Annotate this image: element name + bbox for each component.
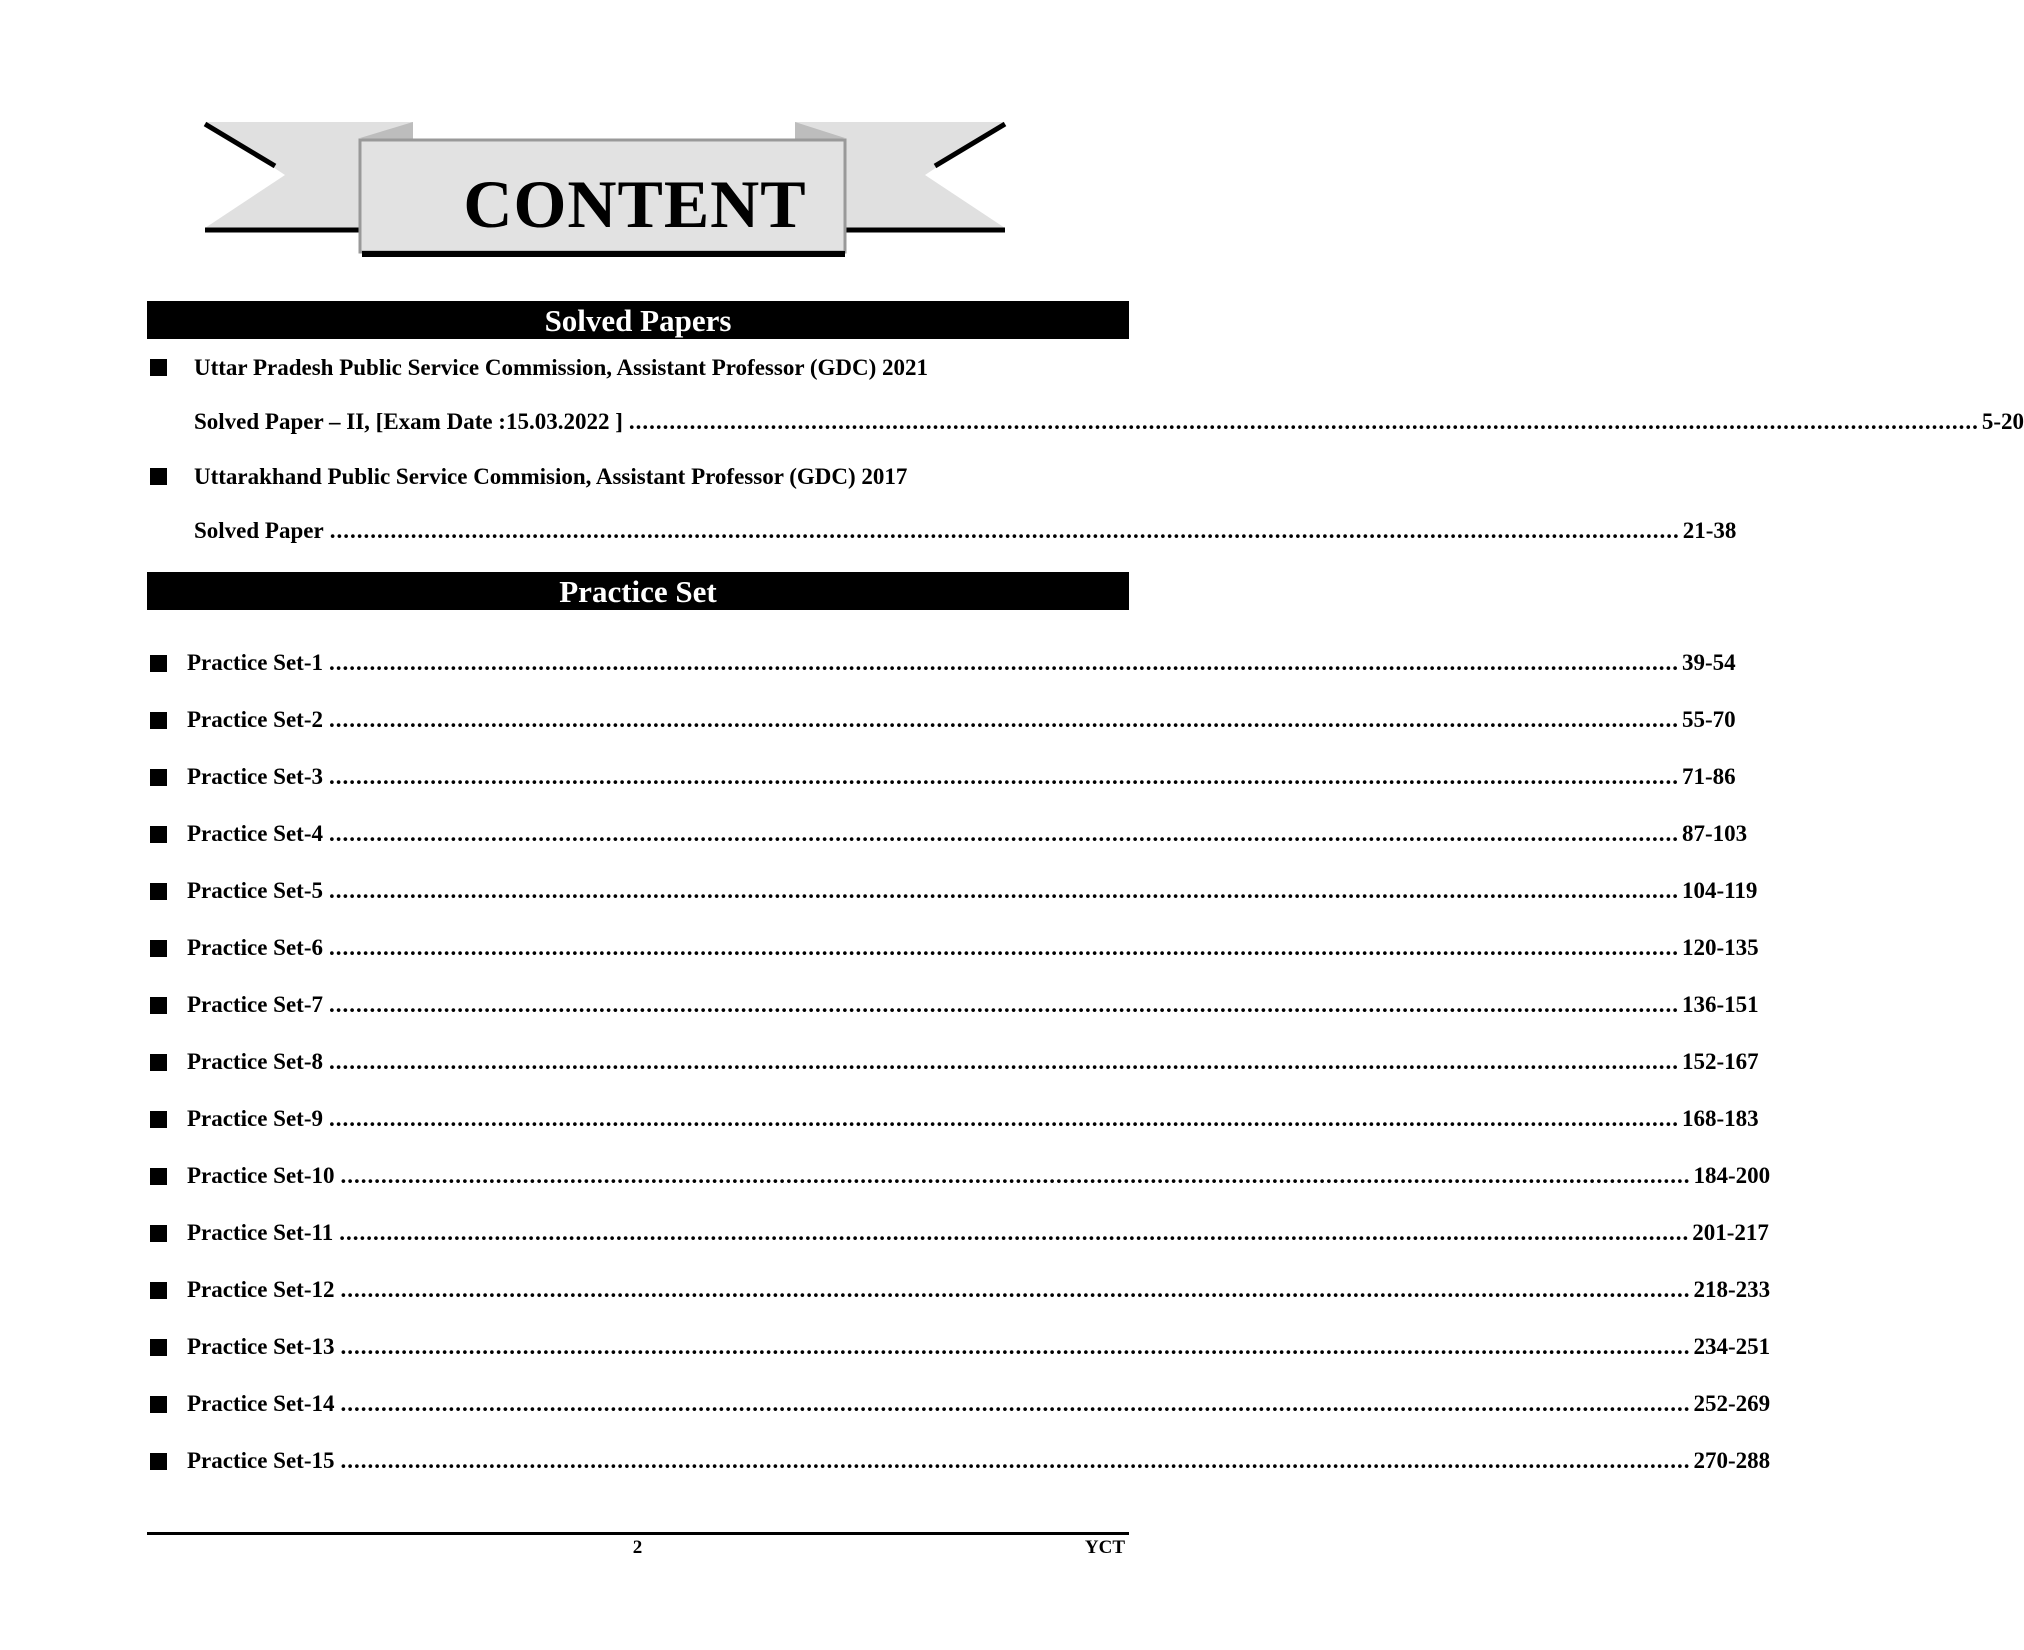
bullet-icon xyxy=(150,1111,167,1128)
toc-entry[interactable] xyxy=(187,934,1759,962)
toc-entry-label: Practice Set-15 xyxy=(187,1448,335,1473)
dot-leader: ........................................................................................................................................................................................................ xyxy=(329,821,1680,846)
toc-entry-label: Practice Set-9 xyxy=(187,1106,324,1131)
toc-entry-pages: 234-251 xyxy=(1693,1334,1771,1359)
toc-entry[interactable] xyxy=(187,877,1758,905)
toc-entry[interactable] xyxy=(187,763,1736,791)
toc-entry-pages: 136-151 xyxy=(1682,992,1759,1017)
dot-leader: ........................................................................................................................................................................................................ xyxy=(339,1220,1690,1245)
dot-leader: ........................................................................................................................................................................................................ xyxy=(329,878,1680,903)
toc-entry[interactable] xyxy=(187,1276,1771,1304)
footer-brand: YCT xyxy=(1084,1537,1125,1558)
toc-entry[interactable] xyxy=(187,1219,1769,1247)
toc-entry[interactable] xyxy=(187,1048,1759,1076)
toc-entry-label: Practice Set-8 xyxy=(187,1049,324,1074)
dot-leader: ........................................................................................................................................................................................................ xyxy=(340,1277,1691,1302)
toc-entry-pages: 201-217 xyxy=(1692,1220,1769,1245)
content-banner xyxy=(205,118,1065,278)
toc-entry-pages: 39-54 xyxy=(1682,650,1736,675)
toc-entry-label: Practice Set-7 xyxy=(187,992,324,1017)
toc-entry-label: Practice Set-6 xyxy=(187,935,324,960)
toc-entry-title: Uttarakhand Public Service Commision, Assistant Professor (GDC) 2017 xyxy=(194,464,908,489)
toc-entry-pages: 270-288 xyxy=(1693,1448,1771,1473)
dot-leader: ........................................................................................................................................................................................................ xyxy=(329,992,1680,1017)
toc-entry-label: Solved Paper – II, [Exam Date :15.03.2022 ] xyxy=(194,409,623,434)
bullet-icon xyxy=(150,468,167,485)
bullet-icon xyxy=(150,769,167,786)
bullet-icon xyxy=(150,1225,167,1242)
footer-rule xyxy=(147,1532,1129,1535)
bullet-icon xyxy=(150,1282,167,1299)
toc-entry-title: Uttar Pradesh Public Service Commission, Assistant Professor (GDC) 2021 xyxy=(194,355,929,380)
section-header-practice-set: Practice Set xyxy=(147,572,1129,610)
bullet-icon xyxy=(150,712,167,729)
toc-entry[interactable] xyxy=(187,820,1748,848)
toc-entry-label: Solved Paper xyxy=(194,518,324,543)
toc-entry-label: Practice Set-10 xyxy=(187,1163,335,1188)
dot-leader: ........................................................................................................................................................................................................ xyxy=(340,1163,1691,1188)
toc-entry[interactable] xyxy=(187,1447,1771,1475)
toc-entry-label: Practice Set-1 xyxy=(187,650,324,675)
toc-entry-label: Practice Set-2 xyxy=(187,707,324,732)
bullet-icon xyxy=(150,826,167,843)
dot-leader: ........................................................................................................................................................................................................ xyxy=(329,1049,1680,1074)
bullet-icon xyxy=(150,1339,167,1356)
dot-leader: ........................................................................................................................................................................................................ xyxy=(628,409,1979,434)
bullet-icon xyxy=(150,997,167,1014)
toc-entry-label: Practice Set-11 xyxy=(187,1220,334,1245)
bullet-icon xyxy=(150,883,167,900)
dot-leader: ........................................................................................................................................................................................................ xyxy=(329,650,1680,675)
toc-entry-pages: 104-119 xyxy=(1682,878,1758,903)
dot-leader: ........................................................................................................................................................................................................ xyxy=(340,1391,1691,1416)
dot-leader: ........................................................................................................................................................................................................ xyxy=(329,707,1680,732)
toc-entry[interactable] xyxy=(194,517,1737,545)
dot-leader: ........................................................................................................................................................................................................ xyxy=(340,1334,1691,1359)
dot-leader: ........................................................................................................................................................................................................ xyxy=(329,935,1680,960)
bullet-icon xyxy=(150,359,167,376)
toc-entry-pages: 5-20 xyxy=(1981,409,2024,434)
toc-entry-pages: 184-200 xyxy=(1693,1163,1771,1188)
toc-entry[interactable] xyxy=(187,1105,1759,1133)
toc-entry-pages: 152-167 xyxy=(1682,1049,1759,1074)
toc-entry-label: Practice Set-13 xyxy=(187,1334,335,1359)
toc-entry[interactable] xyxy=(187,1162,1771,1190)
toc-entry[interactable] xyxy=(194,408,2024,436)
toc-entry-pages: 55-70 xyxy=(1682,707,1736,732)
page-title: CONTENT xyxy=(463,166,807,242)
toc-entry[interactable] xyxy=(187,706,1736,734)
toc-entry-label: Practice Set-3 xyxy=(187,764,324,789)
toc-entry[interactable] xyxy=(187,649,1736,677)
bullet-icon xyxy=(150,1168,167,1185)
dot-leader: ........................................................................................................................................................................................................ xyxy=(329,518,1680,543)
toc-entry-pages: 87-103 xyxy=(1682,821,1748,846)
toc-entry-label: Practice Set-4 xyxy=(187,821,324,846)
toc-entry-label: Practice Set-12 xyxy=(187,1277,335,1302)
dot-leader: ........................................................................................................................................................................................................ xyxy=(329,1106,1680,1131)
toc-entry[interactable] xyxy=(187,991,1759,1019)
toc-entry-pages: 168-183 xyxy=(1682,1106,1759,1131)
toc-entry-pages: 71-86 xyxy=(1682,764,1736,789)
bullet-icon xyxy=(150,1453,167,1470)
section-header-solved-papers: Solved Papers xyxy=(147,301,1129,339)
dot-leader: ........................................................................................................................................................................................................ xyxy=(329,764,1680,789)
toc-entry-pages: 252-269 xyxy=(1693,1391,1771,1416)
toc-entry-pages: 120-135 xyxy=(1682,935,1759,960)
toc-entry-pages: 21-38 xyxy=(1682,518,1737,543)
page-number: 2 xyxy=(632,1537,643,1558)
toc-entry[interactable] xyxy=(187,1333,1771,1361)
toc-entry-label: Practice Set-14 xyxy=(187,1391,335,1416)
dot-leader: ........................................................................................................................................................................................................ xyxy=(340,1448,1691,1473)
bullet-icon xyxy=(150,1396,167,1413)
bullet-icon xyxy=(150,655,167,672)
toc-entry[interactable] xyxy=(187,1390,1771,1418)
bullet-icon xyxy=(150,940,167,957)
bullet-icon xyxy=(150,1054,167,1071)
toc-entry-label: Practice Set-5 xyxy=(187,878,324,903)
toc-entry-pages: 218-233 xyxy=(1693,1277,1771,1302)
